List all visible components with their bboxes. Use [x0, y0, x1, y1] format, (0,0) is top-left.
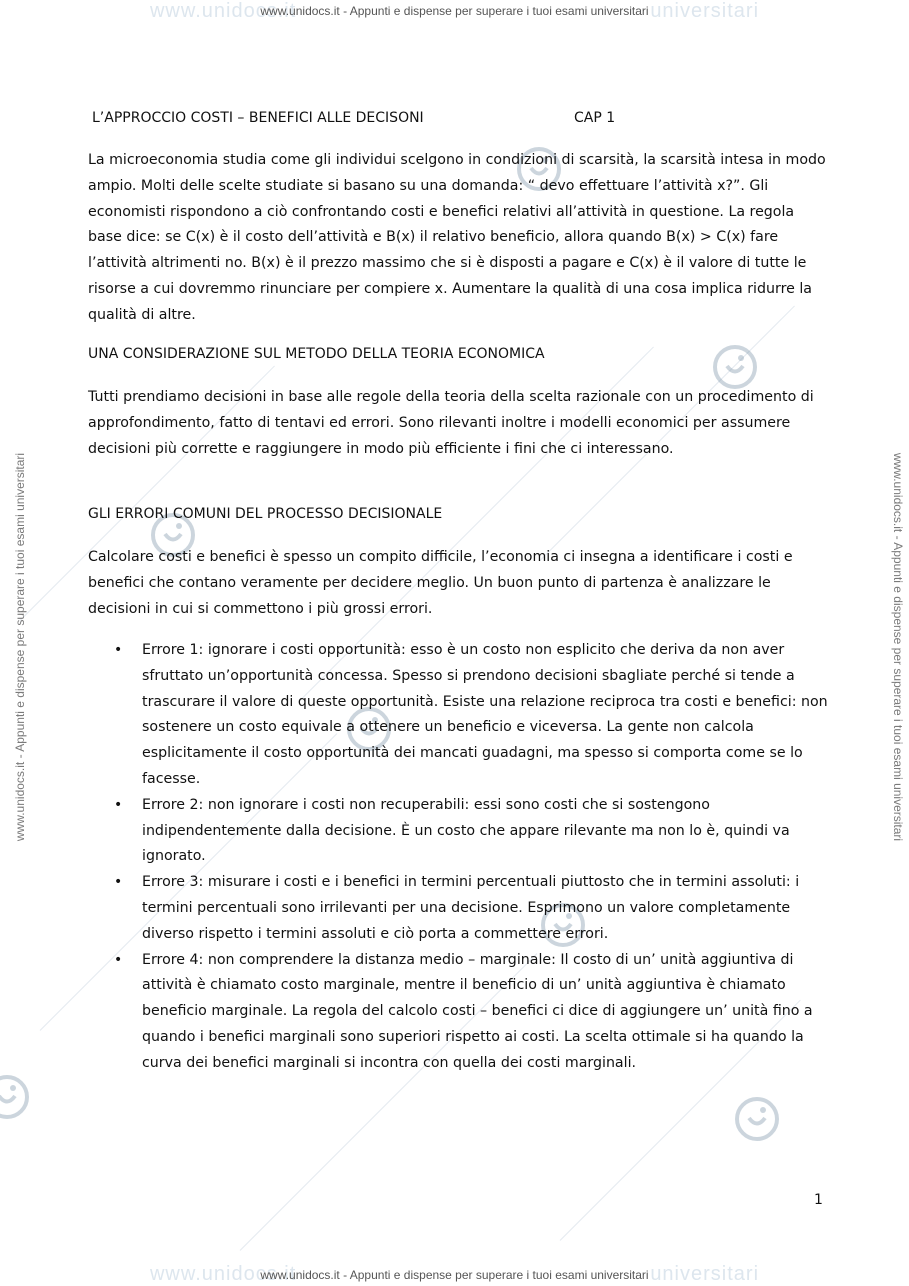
section-heading-method: UNA CONSIDERAZIONE SUL METODO DELLA TEORIA ECONOMICA [88, 346, 545, 362]
bullet-icon: • [114, 796, 123, 813]
error-text: Errore 1: ignorare i costi opportunità: esso è un costo non esplicito che deriva da non aver sfruttato un’opportunità concessa. Spesso si prendono decisioni sbagliate perché si tende a trascurare il valore di queste opportunità. Esiste una relazione reciproca tra costi e benefici: non sostenere un costo equivale a ottenere un beneficio e viceversa. La gente non calcola esplicitamente il costo opportunità dei mancati guadagni, ma spesso si comporta come se lo facesse. [142, 642, 828, 787]
list-item [88, 870, 828, 947]
watermark-logo-icon [734, 1096, 780, 1142]
error-text: Errore 3: misurare i costi e i benefici in termini percentuali piuttosto che in termini assoluti: i termini percentuali sono irrilevanti per una decisione. Esprimono un valore completamente diverso rispetto i termini assoluti e ciò porta a commettere errori. [142, 874, 800, 942]
list-item [88, 948, 828, 1077]
watermark-top-background: www.unidocs.it universitari [149, 0, 760, 22]
watermark-left-side-text: www.unidocs.it - Appunti e dispense per superare i tuoi esami universitari [13, 452, 27, 842]
document-title: L’APPROCCIO COSTI – BENEFICI ALLE DECISONI [92, 110, 424, 126]
watermark-bottom-background: www.unidocs.it universitari [149, 1263, 760, 1285]
bullet-icon: • [114, 642, 123, 658]
list-item [88, 793, 828, 870]
error-text: Errore 4: non comprendere la distanza medio – marginale: Il costo di un’ unità aggiuntiva di attività è chiamato costo marginale, mentre il beneficio di un’ unità aggiuntiva è chiamato beneficio marginale. La regola del calcolo costi – benefici ci dice di aggiungere un’ unità fino a quando i benefici marginali sono superiori rispetto ai costi. La scelta ottimale si ha quando la curva dei benefici marginali si incontra con quella dei costi marginali. [142, 951, 813, 1071]
watermark-logo-icon [712, 344, 758, 390]
watermark-top-text: www.unidocs.it - Appunti e dispense per superare i tuoi esami universitari [260, 4, 649, 18]
intro-paragraph: La microeconomia studia come gli individui scelgono in condizioni di scarsità, la scarsità intesa in modo ampio. Molti delle scelte studiate si basano su una domanda: “ devo effettuare l’attività x?”. Gli economisti rispondono a ciò confrontando costi e benefici relativi all’attività in questione. La regola base dice: se C(x) è il costo dell’attività e B(x) il relativo beneficio, allora quando B(x) > C(x) fare l’attività altrimenti no. B(x) è il prezzo massimo che si è disposti a pagare e C(x) è il valore di tutte le risorse a cui dovremmo rinunciare per compiere x. Aumentare la qualità di una cosa implica ridurre la qualità di altre. [88, 152, 826, 323]
watermark-bottom-text: www.unidocs.it - Appunti e dispense per superare i tuoi esami universitari [260, 1268, 649, 1282]
watermark-logo-icon [0, 1074, 30, 1120]
bullet-icon: • [114, 874, 123, 891]
page-number: 1 [814, 1192, 823, 1208]
error-text: Errore 2: non ignorare i costi non recuperabili: essi sono costi che si sostengono indipendentemente dalla decisione. È un costo che appare rilevante ma non lo è, quindi va ignorato. [142, 796, 790, 865]
watermark-right-side-text: www.unidocs.it - Appunti e dispense per superare i tuoi esami universitari [891, 452, 905, 842]
method-paragraph: Tutti prendiamo decisioni in base alle regole della teoria della scelta razionale con un procedimento di approfondimento, fatto di tentavi ed errori. Sono rilevanti inoltre i modelli economici per assumere decisioni più corrette e raggiungere in modo più efficiente i fini che ci interessano. [88, 389, 814, 457]
section-heading-errors: GLI ERRORI COMUNI DEL PROCESSO DECISIONALE [88, 506, 443, 522]
bullet-icon: • [114, 951, 123, 968]
errors-intro-paragraph: Calcolare costi e benefici è spesso un compito difficile, l’economia ci insegna a identificare i costi e benefici che contano veramente per decidere meglio. Un buon punto di partenza è analizzare le decisioni in cui si commettono i più grossi errori. [88, 549, 793, 617]
errors-list [88, 638, 828, 1077]
chapter-label: CAP 1 [574, 110, 616, 126]
list-item [88, 638, 828, 793]
